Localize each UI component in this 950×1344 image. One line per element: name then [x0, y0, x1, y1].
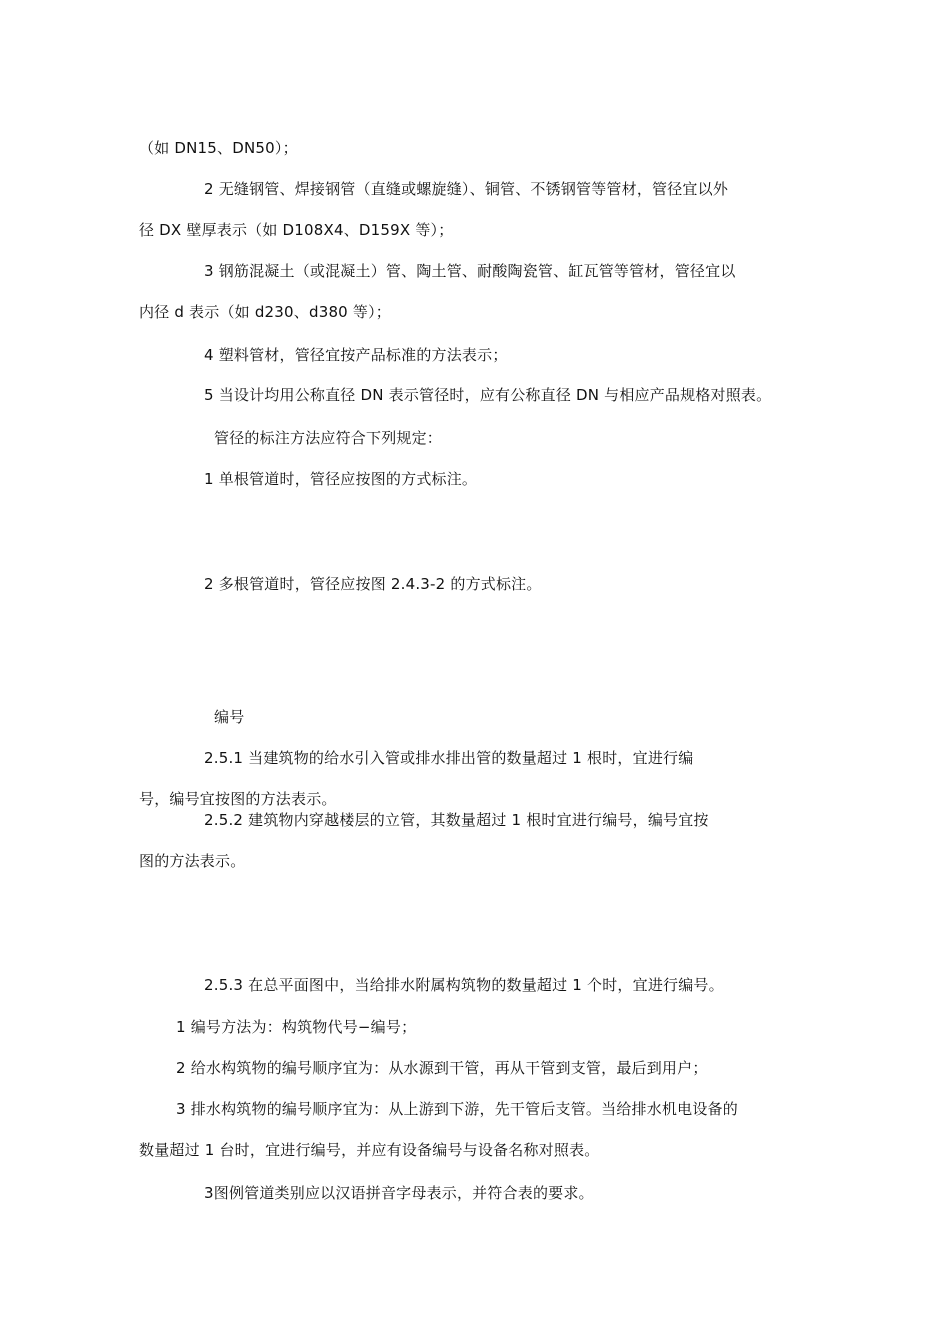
text-line-15: 图的方法表示。	[139, 852, 246, 870]
text-line-7: 5 当设计均用公称直径 DN 表示管径时，应有公称直径 DN 与相应产品规格对照表。	[204, 386, 772, 404]
text-line-2: 2 无缝钢管、焊接钢管（直缝或螺旋缝）、铜管、不锈钢管等管材，管径宜以外	[204, 180, 729, 198]
text-line-14: 2.5.2 建筑物内穿越楼层的立管，其数量超过 1 根时宜进行编号，编号宜按	[204, 811, 709, 829]
text-line-17: 1 编号方法为：构筑物代号−编号；	[176, 1018, 417, 1036]
section-heading: 编号	[214, 708, 245, 726]
text-line-19: 3 排水构筑物的编号顺序宜为：从上游到下游，先干管后支管。当给排水机电设备的	[176, 1100, 738, 1118]
text-line-18: 2 给水构筑物的编号顺序宜为：从水源到干管，再从干管到支管，最后到用户；	[176, 1059, 708, 1077]
text-line-21: 3图例管道类别应以汉语拼音字母表示，并符合表的要求。	[204, 1184, 594, 1202]
text-line-8: 管径的标注方法应符合下列规定：	[214, 429, 443, 447]
text-line-1: （如 DN15、DN50）；	[139, 139, 298, 157]
text-line-12: 2.5.1 当建筑物的给水引入管或排水排出管的数量超过 1 根时，宜进行编	[204, 749, 694, 767]
text-line-6: 4 塑料管材，管径宜按产品标准的方法表示；	[204, 346, 508, 364]
text-line-13: 号，编号宜按图的方法表示。	[139, 790, 337, 808]
text-line-4: 3 钢筋混凝土（或混凝土）管、陶土管、耐酸陶瓷管、缸瓦管等管材，管径宜以	[204, 262, 736, 280]
text-line-20: 数量超过 1 台时，宜进行编号，并应有设备编号与设备名称对照表。	[139, 1141, 600, 1159]
text-line-9: 1 单根管道时，管径应按图的方式标注。	[204, 470, 478, 488]
text-line-16: 2.5.3 在总平面图中，当给排水附属构筑物的数量超过 1 个时，宜进行编号。	[204, 976, 724, 994]
text-line-3: 径 DX 壁厚表示（如 D108X4、D159X 等）；	[139, 221, 454, 239]
text-line-5: 内径 d 表示（如 d230、d380 等）；	[139, 303, 391, 321]
text-line-10: 2 多根管道时，管径应按图 2.4.3-2 的方式标注。	[204, 575, 542, 593]
